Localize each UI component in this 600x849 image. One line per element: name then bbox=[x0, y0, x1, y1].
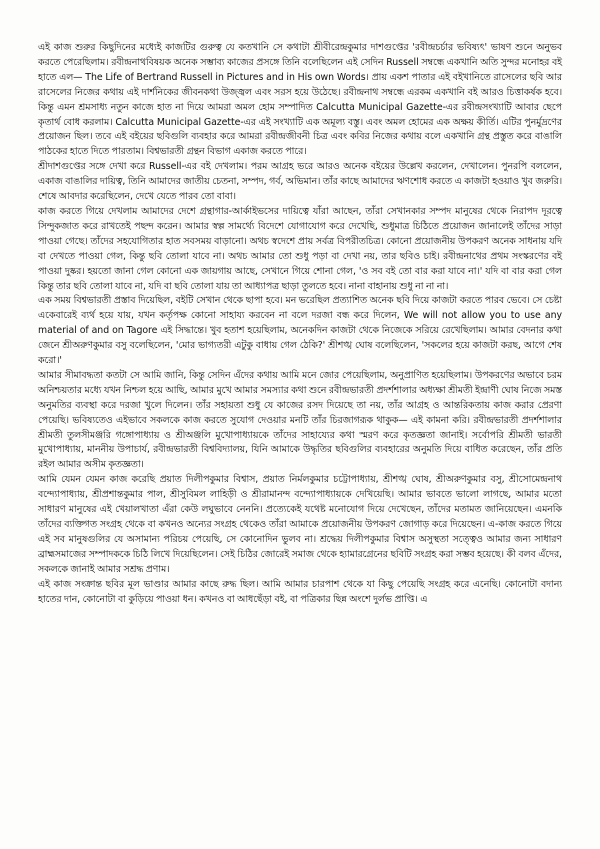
paragraph-5: আমার সীমাবদ্ধতা কতটা সে আমি জানি, কিন্তু সেদিন এঁদের কথায় আমি মনে জোর পেয়েছিলাম, অনুপ্রাণিত হয়েছিলাম। উপকরণের অভাবে চরম অনিশ্চয়তার মধ্যে যখন নিশ্চল হয়ে আছি, আমার মুখে আমার সমস্যার কথা শুনে রবীন্দ্রভারতী প্রদর্শশালার অধ্যক্ষা শ্রীমতী ইন্দ্রাণী ঘোষ নিজে সমস্ত অনুমতির ব্যবস্থা করে দরজা খুলে দিলেন। তাঁর সহায়তা শুধু যে কাজের রসদ দিয়েছে তা নয়, তাঁর আগ্রহ ও আন্তরিকতায় কাজ করার প্রেরণা পেয়েছি। ভবিষ্যতেও এইভাবে সকলকে কাজ করতে সুযোগ দেওয়ার মনটি তাঁর চিরজাগরূক থাকুক— এই কামনা করি। রবীন্দ্রভারতী প্রদর্শশালার শ্রীমতী তুলসীমঞ্জরি গঙ্গোপাধ্যায় ও শ্রীঅঞ্জলি মুখোপাধ্যায়কে তাঁদের সাহায্যের কথা স্মরণ করে কৃতজ্ঞতা জানাই। সর্বোপরি শ্রীমতী ভারতী মুখোপাধ্যায়, মাননীয় উপাচার্য, রবীন্দ্রভারতী বিশ্ববিদ্যালয়, যিনি আমাকে উদ্ধৃতির ছবিগুলির ব্যবহারের অনুমতি দিয়ে বাধিত করেছেন, তাঁর প্রতি রইল আমার অসীম কৃতজ্ঞতা। bbox=[38, 369, 562, 471]
paragraph-2: শ্রীদাশগুপ্তের সঙ্গে দেখা করে Russell-এর বই দেখলাম। পরম আগ্রহ ভরে আরও অনেক বইয়ের উল্লেখ করলেন, দেখালেন। পুনরপি বললেন, একাজ বাঙালির দায়িত্ব, তিনি আমাদের জাতীয় চেতনা, সম্পদ, গর্ব, অভিমান। তাঁর কাছে আমাদের ঋণশোধ করতে এ কাজটা হওয়াও খুব জরুরি। শেষে আবদার করেছিলেন, দেখে যেতে পারব তো বাবা। bbox=[38, 161, 562, 203]
paragraph-1: এই কাজ শুরুর কিছুদিনের মধ্যেই কাজটির গুরুত্ব যে কতখানি সে কথাটা শ্রীবীরেন্দ্রকুমার দাশগুপ্তের 'রবীন্দ্রচর্চার ভবিষ্যৎ' ভাষণ শুনে অনুভব করতে পেরেছিলাম। রবীন্দ্রনাথবিষয়ক অনেক সম্ভাব্য কাজের প্রসঙ্গে তিনি বলেছিলেন এই সেদিন Russell সম্বন্ধে একখানি অতি সুন্দর মনোহর বই হাতে এল— The Life of Bertrand Russell in Pictures and in His own Words। প্রায় একশ পাতার এই বইখানিতে রাসেলের ছবি আর রাসেলের নিজের কথায় এই দার্শনিকের জীবনকথা উজ্জ্বল এবং সরস হয়ে উঠেছে। রবীন্দ্রনাথ সম্বন্ধে এরকম একখানি বই আরও চিত্তাকর্ষক হবে। কিন্তু এমন শ্রমসাধ্য নতুন কাজে হাত না দিয়ে আমরা অমল হোম সম্পাদিত Calcutta Municipal Gazette-এর রবীন্দ্রসংখ্যাটি আবার ছেপে কৃতার্থ বোধ করলাম। Calcutta Municipal Gazette-এর এই সংখ্যাটি এক অমূল্য বস্তু। এবং অমল হোমের এক অক্ষয় কীর্তি। এটির পুনর্মুদ্রণের প্রয়োজন ছিল। তবে এই বইয়ের ছবিগুলি ব্যবহার করে আমরা রবীন্দ্রজীবনী চিত্র এবং কবির নিজের কথায় বলে একখানি গ্রন্থ প্রস্তুত করে বাঙালি পাঠকের হাতে দিতে পারতাম। বিশ্বভারতী গ্রন্থন বিভাগ একাজ করতে পারে। bbox=[38, 42, 562, 158]
paragraph-3: কাজ করতে গিয়ে দেখলাম আমাদের দেশে গ্রন্থাগার-আর্কাইভসের দায়িত্বে যাঁরা আছেন, তাঁরা সেখানকার সম্পদ মানুষের থেকে নিরাপদ দূরত্বে সিন্দুকজাত করে রাখতেই পছন্দ করেন। আমার স্বল্প সামর্থ্যে বিদেশে যোগাযোগ করে দেখেছি, শুধুমাত্র চিঠিতে প্রয়োজন জানালেই তাঁদের সাড়া পাওয়া গেছে। তাঁদের সহযোগিতার হাত সবসময় বাড়ানো। অথচ স্বদেশে প্রায় সর্বত্র বিপরীতচিত্র। কোনো প্রয়োজনীয় উপকরণ অনেক সাধনায় যদি বা দেখতে পাওয়া গেল, কিন্তু ছবি তোলা যাবে না। অথচ আমার তো শুধু পড়া বা দেখা নয়, তার ছবিও চাই। রবীন্দ্রনাথের প্রথম সংস্করণের বই পাওয়া দুষ্কর। হয়তো জানা গেল কোনো এক জায়গায় আছে, সেখানে গিয়ে শোনা গেল, 'ও সব বই তো বার করা যাবে না।' যদি বা বার করা গেল কিন্তু তার ছবি তোলা যাবে না, যদি বা ছবি তোলা যায় তা আধ্যাপত্র ছাড়া তুলতে হবে। নানা বাহানায় শুধু না না না। bbox=[38, 205, 562, 292]
paragraph-6: আমি যেমন যেমন কাজ করেছি প্রয়াত দিলীপকুমার বিশ্বাস, প্রয়াত নির্মলকুমার চট্টোপাধ্যায়, শ্রীশঙ্খ ঘোষ, শ্রীঅরুণকুমার বসু, শ্রীসোমেন্দ্রনাথ বন্দ্যোপাধ্যায়, শ্রীপ্রশান্তকুমার পাল, শ্রীসুবিমল লাহিড়ী ও শ্রীরামানন্দ বন্দ্যোপাধ্যায়কে দেখিয়েছি। আমার ভাবতে ভালো লাগছে, আমার মতো সাধারণ মানুষের এই খেয়ালখাতা এঁরা কেউ লঘুভাবে নেননি। প্রত্যেকেই যথেষ্ট মনোযোগ দিয়ে দেখেছেন, তাঁদের মতামত জানিয়েছেন। এমনকি তাঁদের ব্যক্তিগত সংগ্রহ থেকে বা কখনও অন্যের সংগ্রহ থেকেও তাঁরা আমাকে প্রয়োজনীয় উপকরণ জোগাড় করে দিয়েছেন। এ-কাজ করতে গিয়ে এই সব মানুষগুলির যে অসামান্য পরিচয় পেয়েছি, সে কোনোদিন ভুলব না। শ্রদ্ধেয় দিলীপকুমার বিশ্বাস অসুস্থতা সত্ত্বেও আমার জন্য সাধারণ ব্রাহ্মসমাজের সম্পাদককে চিঠি লিখে দিয়েছিলেন। সেই চিঠির জোরেই সমাজ থেকে হ্যামারগ্রেনের ছবিটি সংগ্রহ করা সম্ভব হয়েছে। কী বলব এঁদের, সকলকে জানাই আমার সশ্রদ্ধ প্রণাম। bbox=[38, 474, 562, 575]
paragraph-4: এক সময় বিশ্বভারতী প্রস্তাব দিয়েছিল, বইটি সেখান থেকে ছাপা হবে। মন ভরেছিল প্রত্যাশিত অনেক ছবি দিয়ে কাজটা করতে পারব ভেবে। সে চেষ্টা একেবারেই ব্যর্থ হয়ে যায়, যখন কর্তৃপক্ষ কোনো সাহায্য করবেন না বলে দরজা বন্ধ করে দিলেন, We will not allow you to use any material of and on Tagore এই সিদ্ধান্তে। খুব হতাশ হয়েছিলাম, অনেকদিন কাজটা থেকে নিজেকে সরিয়ে রেখেছিলাম। আমার বেদনার কথা জেনে শ্রীঅরুণকুমার বসু বলেছিলেন, 'মোর ভাগ্যতরী এটুকু বাধায় গেল ঠেকি?' শ্রীশঙ্খ ঘোষ বলেছিলেন, 'সকলের হয়ে কাজটা করছ, আগে শেষ করো।' bbox=[38, 295, 562, 367]
paragraph-7: এই কাজ সংক্রান্ত ছবির মূল ভাণ্ডার আমার কাছে রুদ্ধ ছিল। আমি আমার চারপাশ থেকে যা কিছু পেয়েছি সংগ্রহ করে এনেছি। কোনোটা বদান্য হাতের দান, কোনোটা বা কুড়িয়ে পাওয়া ধন। কখনও বা আধছেঁড়া বই, বা পত্রিকার ছিন্ন অংশে দুর্লভ প্রাপ্তি। এ bbox=[38, 578, 562, 605]
